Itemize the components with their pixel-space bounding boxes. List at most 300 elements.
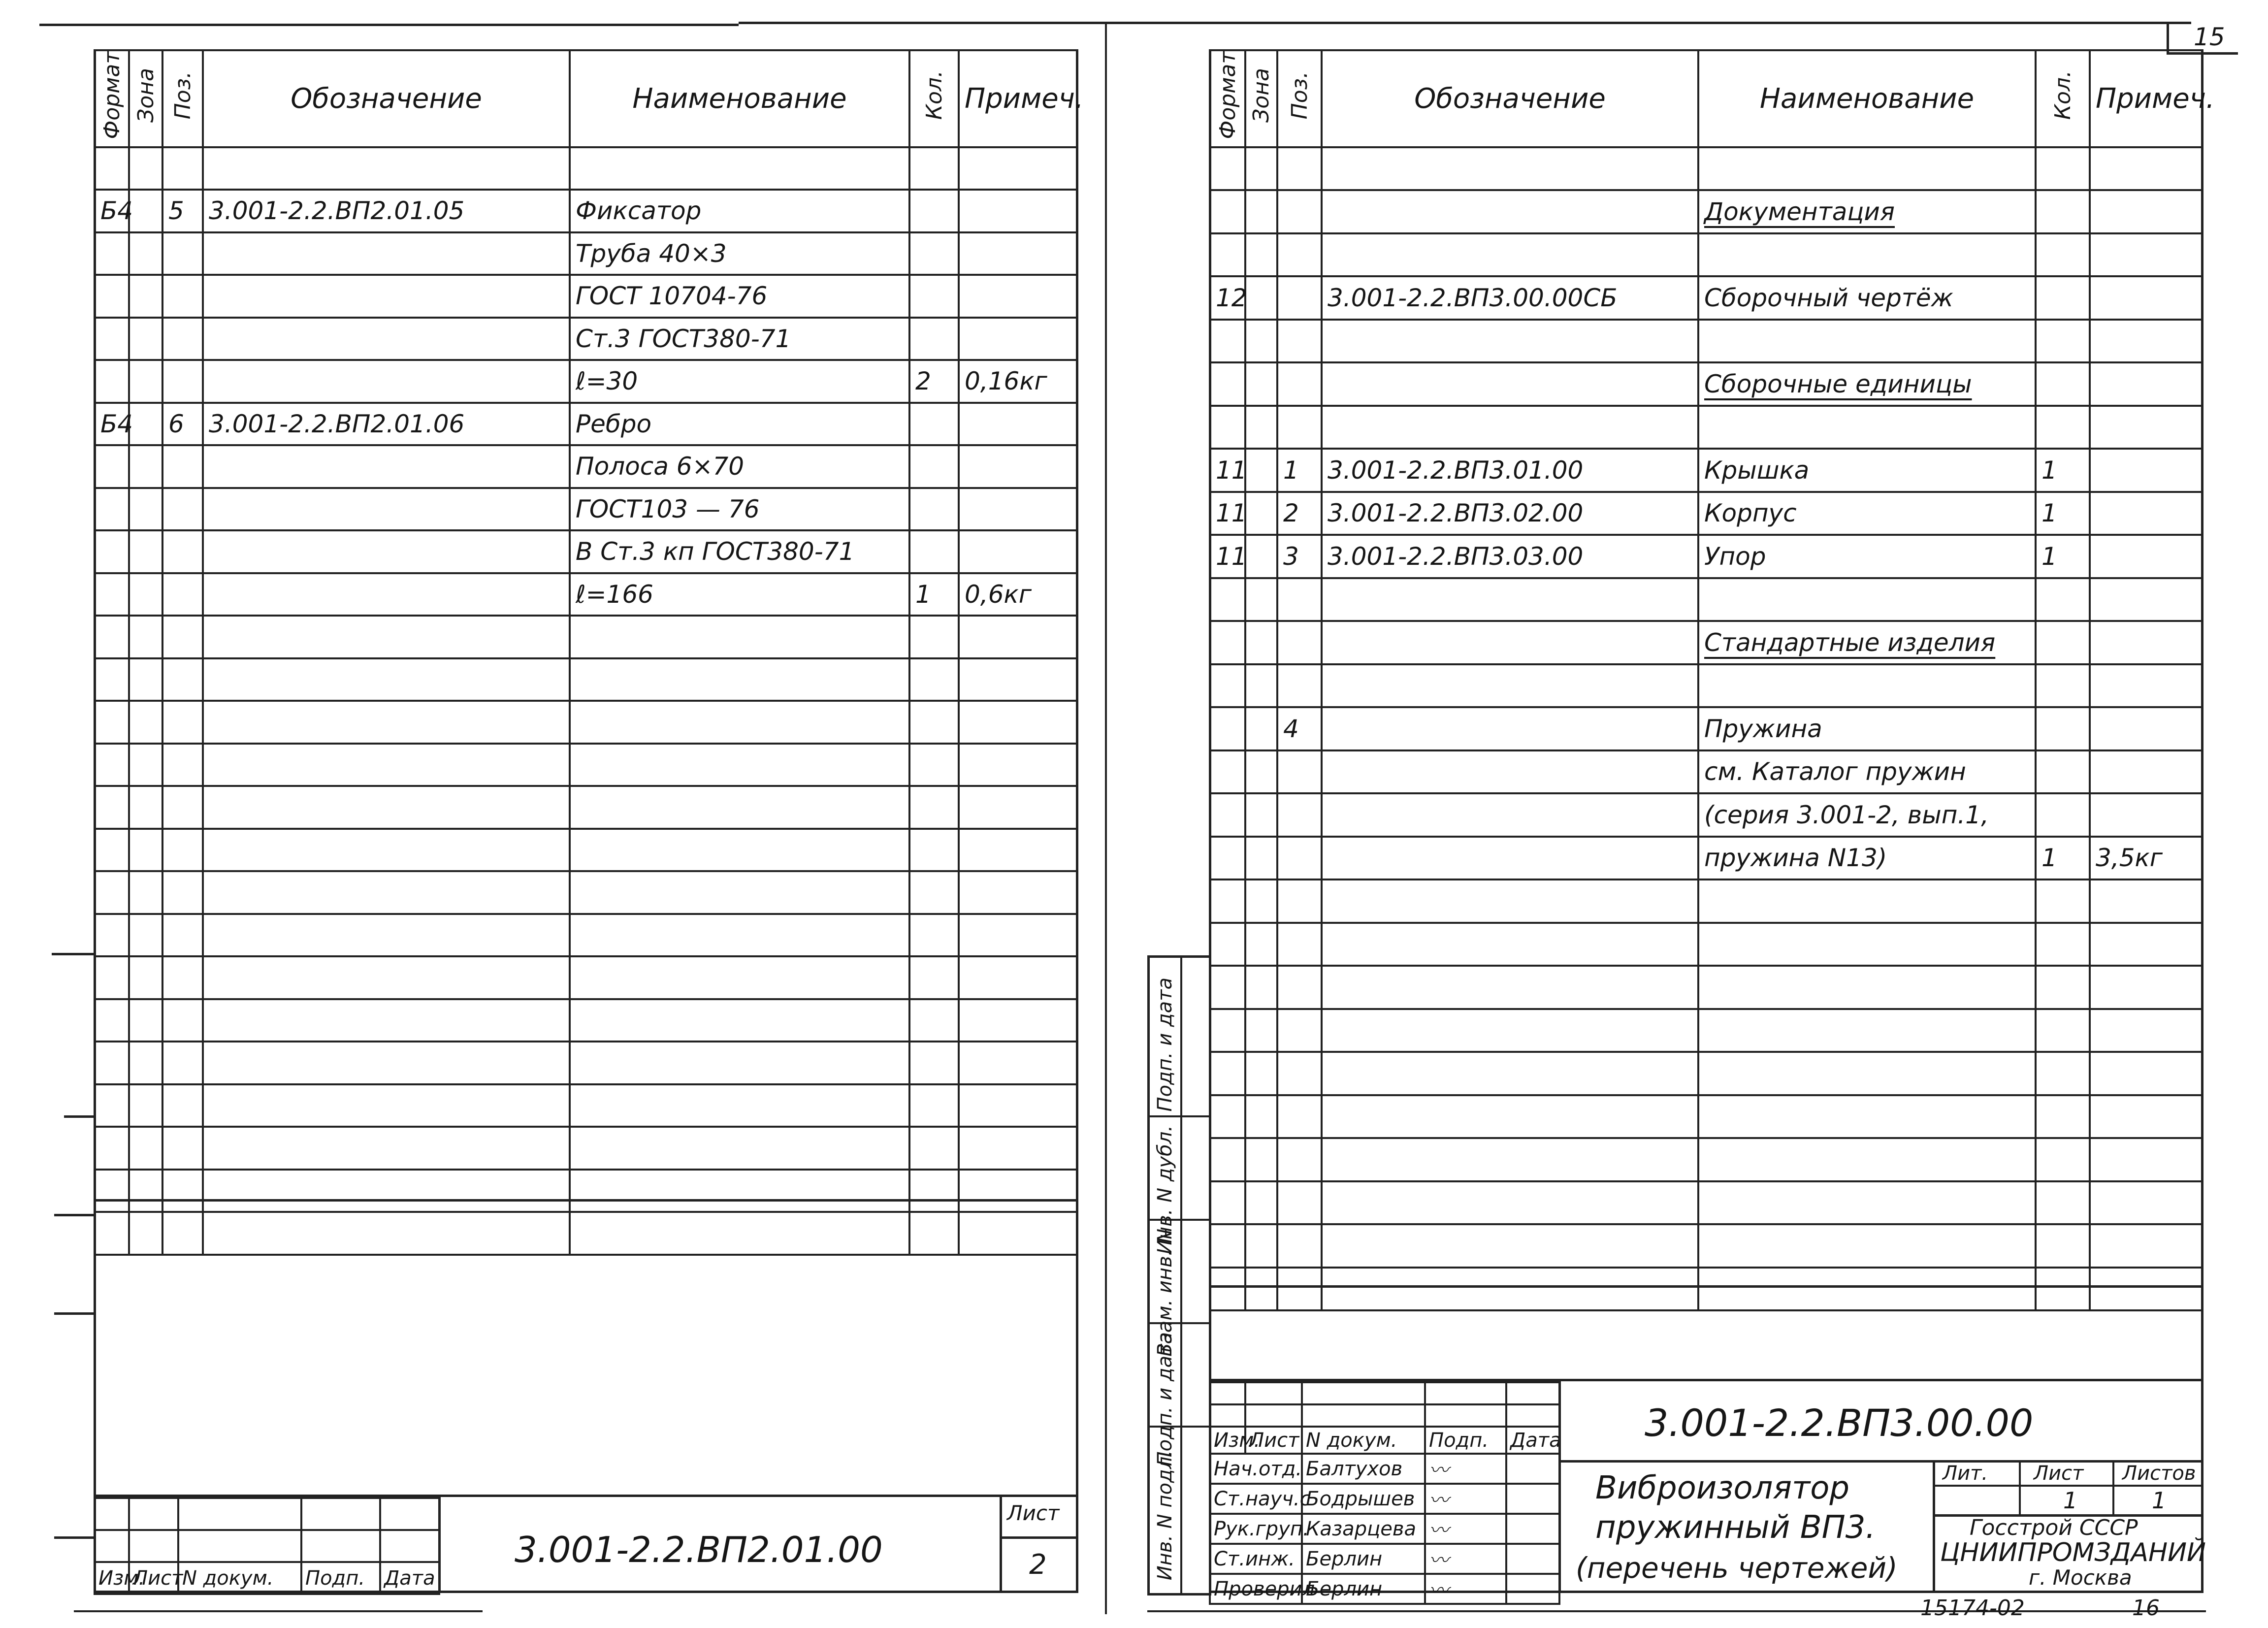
stamp-label-inv-dubl: Инв. N дубл. [1154, 1125, 1176, 1254]
cell-qty [2036, 923, 2090, 966]
cell-qty: 1 [2036, 837, 2090, 880]
cell-designation [1322, 147, 1698, 191]
table-row [95, 275, 1077, 318]
cell-pos [162, 1127, 203, 1170]
signature: 〰 [1425, 1574, 1506, 1604]
cell-note [2090, 362, 2202, 406]
cell-qty [2036, 750, 2090, 794]
cell-format: Б4 [95, 403, 129, 446]
col-format-header: Формат [95, 50, 129, 147]
cell-note [959, 318, 1077, 360]
cell-pos [162, 318, 203, 360]
signature: 〰 [1425, 1514, 1506, 1544]
cell-pos [1277, 837, 1322, 880]
col-designation-header: Обозначение [203, 50, 570, 147]
cell-format [95, 318, 129, 360]
right-revision-labels: Изм. Лист N докум. Подп. Дата [1210, 1427, 1559, 1454]
col-zone-header: Зона [1245, 50, 1277, 147]
cell-pos [162, 275, 203, 318]
cell-designation [203, 999, 570, 1042]
cell-name: Труба 40×3 [570, 232, 909, 275]
cell-name [1698, 406, 2036, 449]
table-row [95, 232, 1077, 275]
cell-format [1210, 320, 1245, 363]
cell-pos [1277, 190, 1322, 233]
left-sheet-cell [1000, 1497, 1076, 1593]
left-designation-cell [438, 1497, 1002, 1593]
cell-qty [2036, 1138, 2090, 1181]
rev-col-list: Лист [129, 1562, 178, 1594]
cell-note [2090, 233, 2202, 277]
cell-designation [203, 786, 570, 829]
cell-designation [1322, 793, 1698, 837]
cell-zone [1245, 966, 1277, 1009]
left-header-row [95, 50, 1077, 147]
cell-pos [1277, 621, 1322, 664]
sheet-label: Лист [2034, 1462, 2084, 1485]
table-row [95, 360, 1077, 403]
cell-note [2090, 664, 2202, 708]
cell-pos: 1 [1277, 449, 1322, 492]
cell-zone [1245, 1181, 1277, 1225]
cell-format [95, 1084, 129, 1127]
staff-row: Ст.науч.с Бодрышев 〰 [1210, 1484, 1559, 1514]
cell-note [959, 1127, 1077, 1170]
col-qty-header: Кол. [909, 50, 959, 147]
cell-designation [203, 232, 570, 275]
cell-zone [129, 275, 162, 318]
cell-name: Крышка [1698, 449, 2036, 492]
col-name-header: Наименование [1698, 50, 2036, 147]
signature: 〰 [1425, 1484, 1506, 1514]
cell-zone [129, 999, 162, 1042]
cell-format [1210, 837, 1245, 880]
cell-name: ℓ=166 [570, 573, 909, 616]
cell-name [570, 658, 909, 701]
cell-zone [129, 829, 162, 872]
table-row [1210, 535, 2202, 578]
cell-note [2090, 578, 2202, 621]
cell-pos [162, 488, 203, 531]
cell-format: Б4 [95, 190, 129, 232]
cell-note [2090, 1052, 2202, 1095]
table-row [95, 147, 1077, 190]
table-row [1210, 406, 2202, 449]
cell-format [95, 1042, 129, 1084]
cell-format [95, 530, 129, 573]
rev-col-ndoc: N докум. [178, 1562, 301, 1594]
staff-row: Нач.отд. Балтухов 〰 [1210, 1454, 1559, 1484]
cell-name: Сборочный чертёж [1698, 276, 2036, 320]
cell-note [959, 232, 1077, 275]
cell-note [959, 914, 1077, 957]
cell-pos [162, 445, 203, 488]
cell-qty [909, 190, 959, 232]
cell-pos: 5 [162, 190, 203, 232]
cell-designation [1322, 750, 1698, 794]
cell-designation [203, 829, 570, 872]
cell-note [959, 999, 1077, 1042]
cell-qty [909, 829, 959, 872]
table-row [1210, 1095, 2202, 1139]
cell-note [2090, 793, 2202, 837]
cell-designation: 3.001-2.2.ВП2.01.06 [203, 403, 570, 446]
cell-pos [1277, 362, 1322, 406]
cell-note [959, 744, 1077, 786]
cell-format [1210, 1224, 1245, 1268]
cell-zone [1245, 707, 1277, 750]
archive-page: 16 [2132, 1595, 2160, 1621]
cell-pos [1277, 147, 1322, 191]
table-row [1210, 664, 2202, 708]
cell-note [959, 829, 1077, 872]
cell-pos [1277, 1052, 1322, 1095]
cell-format [1210, 793, 1245, 837]
stamp-label-podp-data-2: Подп. и дата [1154, 1332, 1176, 1466]
cell-format [1210, 578, 1245, 621]
cell-zone [1245, 1224, 1277, 1268]
cell-qty [909, 530, 959, 573]
sheets-value: 1 [2152, 1487, 2167, 1514]
table-row [1210, 362, 2202, 406]
table-row [1210, 233, 2202, 277]
cell-designation [203, 530, 570, 573]
cell-pos [162, 658, 203, 701]
cell-zone [129, 701, 162, 744]
cell-zone [1245, 1009, 1277, 1052]
cell-format [95, 275, 129, 318]
cell-designation [1322, 1009, 1698, 1052]
right-designation-cell [1558, 1381, 2203, 1463]
col-zone-header: Зона [129, 50, 162, 147]
cell-qty [909, 786, 959, 829]
cell-note [2090, 190, 2202, 233]
right-header-row [1210, 50, 2202, 147]
cell-zone [1245, 1095, 1277, 1139]
cell-format [1210, 966, 1245, 1009]
cell-name [1698, 1009, 2036, 1052]
cell-zone [129, 360, 162, 403]
right-designation: 3.001-2.2.ВП3.00.00 [1645, 1401, 2034, 1445]
cell-zone [1245, 276, 1277, 320]
cell-format: 11 [1210, 535, 1245, 578]
cell-note [959, 445, 1077, 488]
cell-note [2090, 707, 2202, 750]
cell-name: Корпус [1698, 492, 2036, 535]
cell-zone [129, 956, 162, 999]
col-format-header: Формат [1210, 50, 1245, 147]
staff-row: Проверил Берлин 〰 [1210, 1574, 1559, 1604]
cell-pos [162, 744, 203, 786]
right-empty-block [1209, 1285, 2201, 1381]
cell-zone [1245, 362, 1277, 406]
cell-zone [129, 488, 162, 531]
cell-designation [1322, 1138, 1698, 1181]
table-row [95, 914, 1077, 957]
stamp-label-vzam-inv: Взам. инв. N [1154, 1229, 1176, 1357]
lit-label: Лит. [1943, 1462, 1988, 1485]
cell-format [95, 488, 129, 531]
cell-qty [909, 616, 959, 658]
cell-format [1210, 879, 1245, 923]
cell-format [1210, 621, 1245, 664]
cell-format [1210, 1181, 1245, 1225]
table-row [1210, 966, 2202, 1009]
cell-pos [162, 616, 203, 658]
margin-tick [52, 953, 94, 955]
cell-qty [2036, 966, 2090, 1009]
cell-designation [1322, 1052, 1698, 1095]
cell-designation [203, 1084, 570, 1127]
cell-pos [162, 871, 203, 914]
cell-format [95, 701, 129, 744]
cell-zone [129, 1042, 162, 1084]
cell-format [95, 232, 129, 275]
cell-zone [129, 871, 162, 914]
cell-name: Ст.3 ГОСТ380-71 [570, 318, 909, 360]
cell-qty [2036, 1052, 2090, 1095]
cell-pos [1277, 320, 1322, 363]
cell-pos [1277, 578, 1322, 621]
cell-pos [162, 999, 203, 1042]
cell-format: 12 [1210, 276, 1245, 320]
cell-note [959, 786, 1077, 829]
cell-designation [1322, 879, 1698, 923]
cell-pos [1277, 1224, 1322, 1268]
cell-designation [1322, 1095, 1698, 1139]
cell-pos [1277, 1095, 1322, 1139]
cell-name [570, 744, 909, 786]
cell-qty [2036, 664, 2090, 708]
cell-format [95, 360, 129, 403]
cell-qty [909, 1084, 959, 1127]
cell-qty [909, 744, 959, 786]
cell-designation: 3.001-2.2.ВП3.03.00 [1322, 535, 1698, 578]
cell-note [2090, 320, 2202, 363]
cell-qty [909, 999, 959, 1042]
table-row [95, 318, 1077, 360]
cell-name: ГОСТ 10704-76 [570, 275, 909, 318]
cell-zone [1245, 320, 1277, 363]
cell-zone [129, 190, 162, 232]
cell-qty [2036, 1009, 2090, 1052]
col-qty-header: Кол. [2036, 50, 2090, 147]
cell-name [570, 1084, 909, 1127]
table-row [1210, 1009, 2202, 1052]
cell-pos [1277, 664, 1322, 708]
cell-zone [129, 232, 162, 275]
cell-zone [129, 786, 162, 829]
cell-pos [162, 573, 203, 616]
cell-note [959, 616, 1077, 658]
cell-format [95, 616, 129, 658]
cell-designation [1322, 837, 1698, 880]
table-row [1210, 1052, 2202, 1095]
cell-qty [909, 871, 959, 914]
table-row [95, 1042, 1077, 1084]
table-row [1210, 320, 2202, 363]
cell-designation [1322, 320, 1698, 363]
cell-designation [203, 1127, 570, 1170]
table-row [95, 871, 1077, 914]
cell-format [1210, 923, 1245, 966]
cell-designation [203, 1042, 570, 1084]
cell-pos [1277, 750, 1322, 794]
cell-qty [909, 403, 959, 446]
cell-qty [2036, 320, 2090, 363]
cell-name [570, 1127, 909, 1170]
cell-note: 0,6кг [959, 573, 1077, 616]
col-note-header: Примеч. [959, 50, 1077, 147]
cell-qty: 1 [2036, 535, 2090, 578]
table-row [95, 403, 1077, 446]
col-pos-header: Поз. [162, 50, 203, 147]
cell-name: Документация [1698, 190, 2036, 233]
cell-name [1698, 1095, 2036, 1139]
table-row [1210, 750, 2202, 794]
cell-pos [1277, 879, 1322, 923]
staff-row: Рук.груп. Казарцева 〰 [1210, 1514, 1559, 1544]
cell-qty [909, 445, 959, 488]
cell-note [2090, 1095, 2202, 1139]
cell-qty [2036, 276, 2090, 320]
cell-name: В Ст.3 кп ГОСТ380-71 [570, 530, 909, 573]
cell-name [1698, 320, 2036, 363]
cell-note [2090, 1224, 2202, 1268]
table-row [95, 1127, 1077, 1170]
col-note-header: Примеч. [2090, 50, 2202, 147]
sheets-label: Листов [2122, 1462, 2196, 1485]
table-row [95, 530, 1077, 573]
cell-pos [162, 147, 203, 190]
cell-qty [2036, 190, 2090, 233]
cell-designation: 3.001-2.2.ВП3.00.00СБ [1322, 276, 1698, 320]
rev-col-izm: Изм. [95, 1562, 129, 1594]
table-row [1210, 923, 2202, 966]
cell-note [2090, 535, 2202, 578]
cell-designation [1322, 1181, 1698, 1225]
cell-format [95, 658, 129, 701]
cell-designation [203, 360, 570, 403]
cell-zone [1245, 190, 1277, 233]
cell-name: ГОСТ103 — 76 [570, 488, 909, 531]
cell-zone [1245, 578, 1277, 621]
cell-name [1698, 578, 2036, 621]
cell-format [1210, 1052, 1245, 1095]
side-stamp [1147, 955, 1211, 1595]
right-staff-grid [1209, 1381, 1560, 1605]
cell-designation: 3.001-2.2.ВП2.01.05 [203, 190, 570, 232]
table-row [95, 445, 1077, 488]
cell-format [1210, 406, 1245, 449]
cell-pos [162, 360, 203, 403]
cell-note [959, 1084, 1077, 1127]
signature: 〰 [1425, 1544, 1506, 1574]
cell-designation [1322, 190, 1698, 233]
cell-format [1210, 707, 1245, 750]
cell-note: 3,5кг [2090, 837, 2202, 880]
cell-name: Сборочные единицы [1698, 362, 2036, 406]
cell-pos [1277, 1181, 1322, 1225]
cell-note [959, 190, 1077, 232]
cell-name: Полоса 6×70 [570, 445, 909, 488]
cell-note [2090, 621, 2202, 664]
cell-designation [203, 488, 570, 531]
table-row [95, 658, 1077, 701]
cell-note [2090, 750, 2202, 794]
stamp-label-podp-data: Подп. и дата [1154, 977, 1176, 1112]
left-revision-grid [94, 1497, 440, 1595]
cell-designation: 3.001-2.2.ВП3.02.00 [1322, 492, 1698, 535]
cell-format [1210, 750, 1245, 794]
cell-name [1698, 1138, 2036, 1181]
margin-tick [54, 1312, 94, 1315]
cell-designation [203, 914, 570, 957]
cell-name [570, 1042, 909, 1084]
cell-note [2090, 1138, 2202, 1181]
cell-zone [1245, 233, 1277, 277]
cell-pos [1277, 923, 1322, 966]
cell-designation: 3.001-2.2.ВП3.01.00 [1322, 449, 1698, 492]
cell-format [95, 914, 129, 957]
doc-title-line-1: Виброизолятор [1595, 1470, 1849, 1506]
cell-note [959, 658, 1077, 701]
cell-name [570, 914, 909, 957]
top-border-line [39, 24, 739, 26]
cell-name [570, 829, 909, 872]
table-row [1210, 621, 2202, 664]
rev-col-podp: Подп. [301, 1562, 380, 1594]
cell-designation [203, 616, 570, 658]
col-name-header: Наименование [570, 50, 909, 147]
cell-designation [203, 445, 570, 488]
cell-zone [129, 445, 162, 488]
cell-qty [2036, 233, 2090, 277]
cell-pos [162, 914, 203, 957]
table-row [95, 616, 1077, 658]
top-border-line-right [739, 22, 2191, 24]
cell-qty [909, 232, 959, 275]
sheet-value: 1 [2063, 1487, 2078, 1514]
cell-qty [2036, 1224, 2090, 1268]
cell-zone [129, 573, 162, 616]
cell-name [570, 147, 909, 190]
margin-tick [64, 1115, 94, 1118]
cell-name [570, 956, 909, 999]
center-divider [1105, 24, 1107, 1614]
table-row [1210, 492, 2202, 535]
cell-qty [909, 1042, 959, 1084]
cell-format [1210, 1138, 1245, 1181]
cell-format [95, 147, 129, 190]
cell-pos: 2 [1277, 492, 1322, 535]
cell-format [95, 786, 129, 829]
cell-note [2090, 966, 2202, 1009]
table-row [95, 956, 1077, 999]
org-line-1: Госстрой СССР [1970, 1515, 2138, 1540]
cell-qty [909, 914, 959, 957]
rev-col-data: Дата [380, 1562, 439, 1594]
cell-designation [203, 701, 570, 744]
cell-note [959, 701, 1077, 744]
cell-pos [162, 530, 203, 573]
cell-zone [1245, 837, 1277, 880]
cell-name: ℓ=30 [570, 360, 909, 403]
table-row [95, 701, 1077, 744]
bottom-line-left [74, 1610, 483, 1612]
cell-qty [909, 956, 959, 999]
cell-note [959, 488, 1077, 531]
